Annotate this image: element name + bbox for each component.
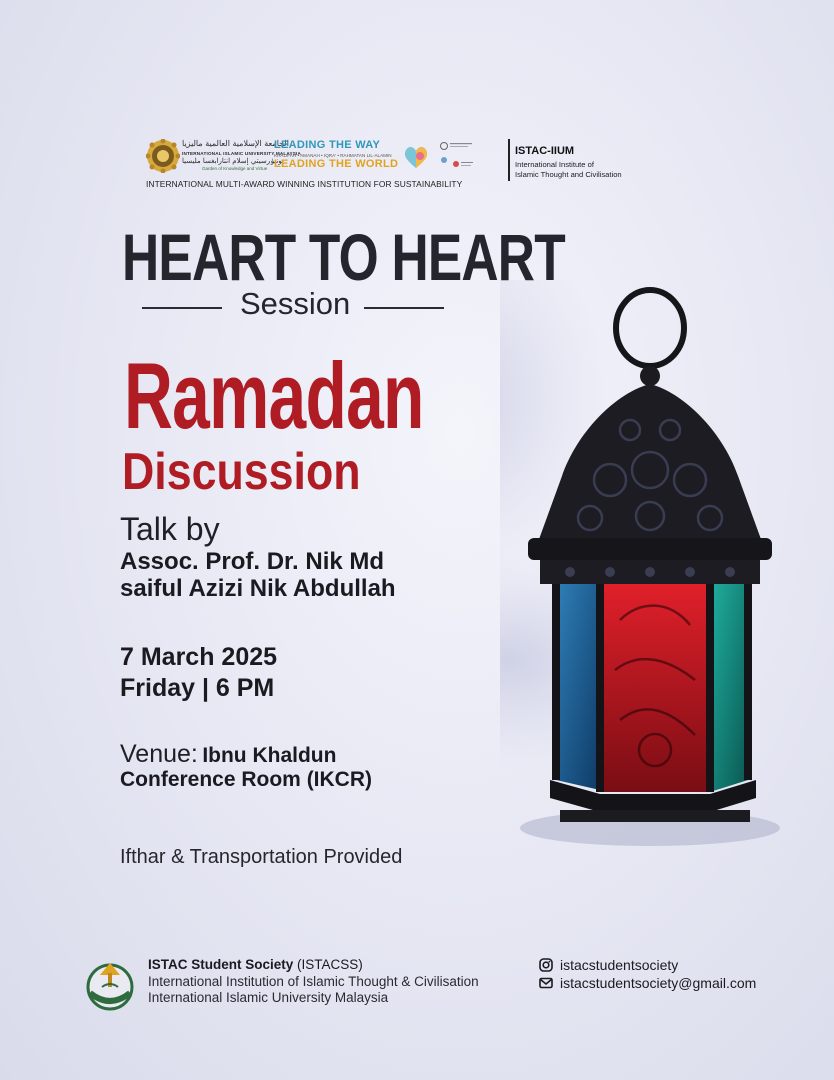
iium-arabic-name: الجامعة الإسلامية العالمية ماليزيا <box>182 139 289 148</box>
session-label: Session <box>240 286 351 321</box>
award-line: INTERNATIONAL MULTI-AWARD WINNING INSTITUTION FOR SUSTAINABILITY <box>146 179 463 189</box>
series-title: HEART TO HEART <box>122 220 565 294</box>
venue-label: Venue: <box>120 740 198 768</box>
istac-subtitle-2: Islamic Thought and Civilisation <box>515 170 622 179</box>
partner-logo-icon <box>440 141 474 151</box>
instagram-icon <box>539 958 553 972</box>
instagram-handle: istacstudentsociety <box>560 957 679 973</box>
partner-logo-2-icon <box>440 155 474 169</box>
session-row <box>142 286 444 326</box>
istac-subtitle-1: International Institute of <box>515 160 594 169</box>
speaker-name-line-1: Assoc. Prof. Dr. Nik Md <box>120 548 385 575</box>
society-abbr: (ISTACSS) <box>297 957 363 972</box>
event-title-discussion: Discussion <box>122 443 361 501</box>
lantern-illustration <box>500 280 800 860</box>
society-institution: International Institution of Islamic Thought & Civilisation <box>148 974 479 989</box>
email-contact[interactable] <box>539 975 756 991</box>
iium-arabic-name-2: يونيۏرسيتي إسلام انتارابغسا مليسيا <box>182 157 284 165</box>
provided-note: Ifthar & Transportation Provided <box>120 846 403 868</box>
session-rule-left <box>142 307 222 309</box>
society-university: International Islamic University Malaysia <box>148 990 389 1005</box>
event-date: 7 March 2025 <box>120 643 278 671</box>
email-address: istacstudentsociety@gmail.com <box>560 975 757 991</box>
leading-subtitle: KHALIFAH • AMANAH • IQRA' • RAHMATAN LIL-ALAMIN <box>274 153 392 158</box>
society-name <box>148 957 363 972</box>
mail-icon <box>539 976 553 990</box>
leading-the-way: LEADING THE WAY <box>274 139 381 151</box>
header-divider <box>508 139 510 181</box>
iium-english-name: INTERNATIONAL ISLAMIC UNIVERSITY MALAYSIA <box>182 151 302 156</box>
society-name-bold: ISTAC Student Society <box>148 957 294 972</box>
sdg-heart-icon <box>402 143 430 171</box>
talk-by-label: Talk by <box>120 511 220 547</box>
event-title-ramadan: Ramadan <box>124 343 424 448</box>
society-emblem-icon <box>82 955 138 1011</box>
iium-tagline: Garden of Knowledge and Virtue <box>202 166 268 171</box>
istac-title: ISTAC-IIUM <box>515 145 575 157</box>
iium-emblem-icon <box>146 139 180 173</box>
event-day-time: Friday | 6 PM <box>120 674 275 702</box>
speaker-name-line-2: saiful Azizi Nik Abdullah <box>120 575 396 602</box>
instagram-contact[interactable] <box>539 957 678 973</box>
header-logos <box>146 135 646 195</box>
leading-the-world: LEADING THE WORLD <box>274 158 399 170</box>
session-rule-right <box>364 307 444 309</box>
venue-row <box>120 740 336 769</box>
venue-line-1: Ibnu Khaldun <box>202 744 337 767</box>
venue-line-2: Conference Room (IKCR) <box>120 768 373 791</box>
